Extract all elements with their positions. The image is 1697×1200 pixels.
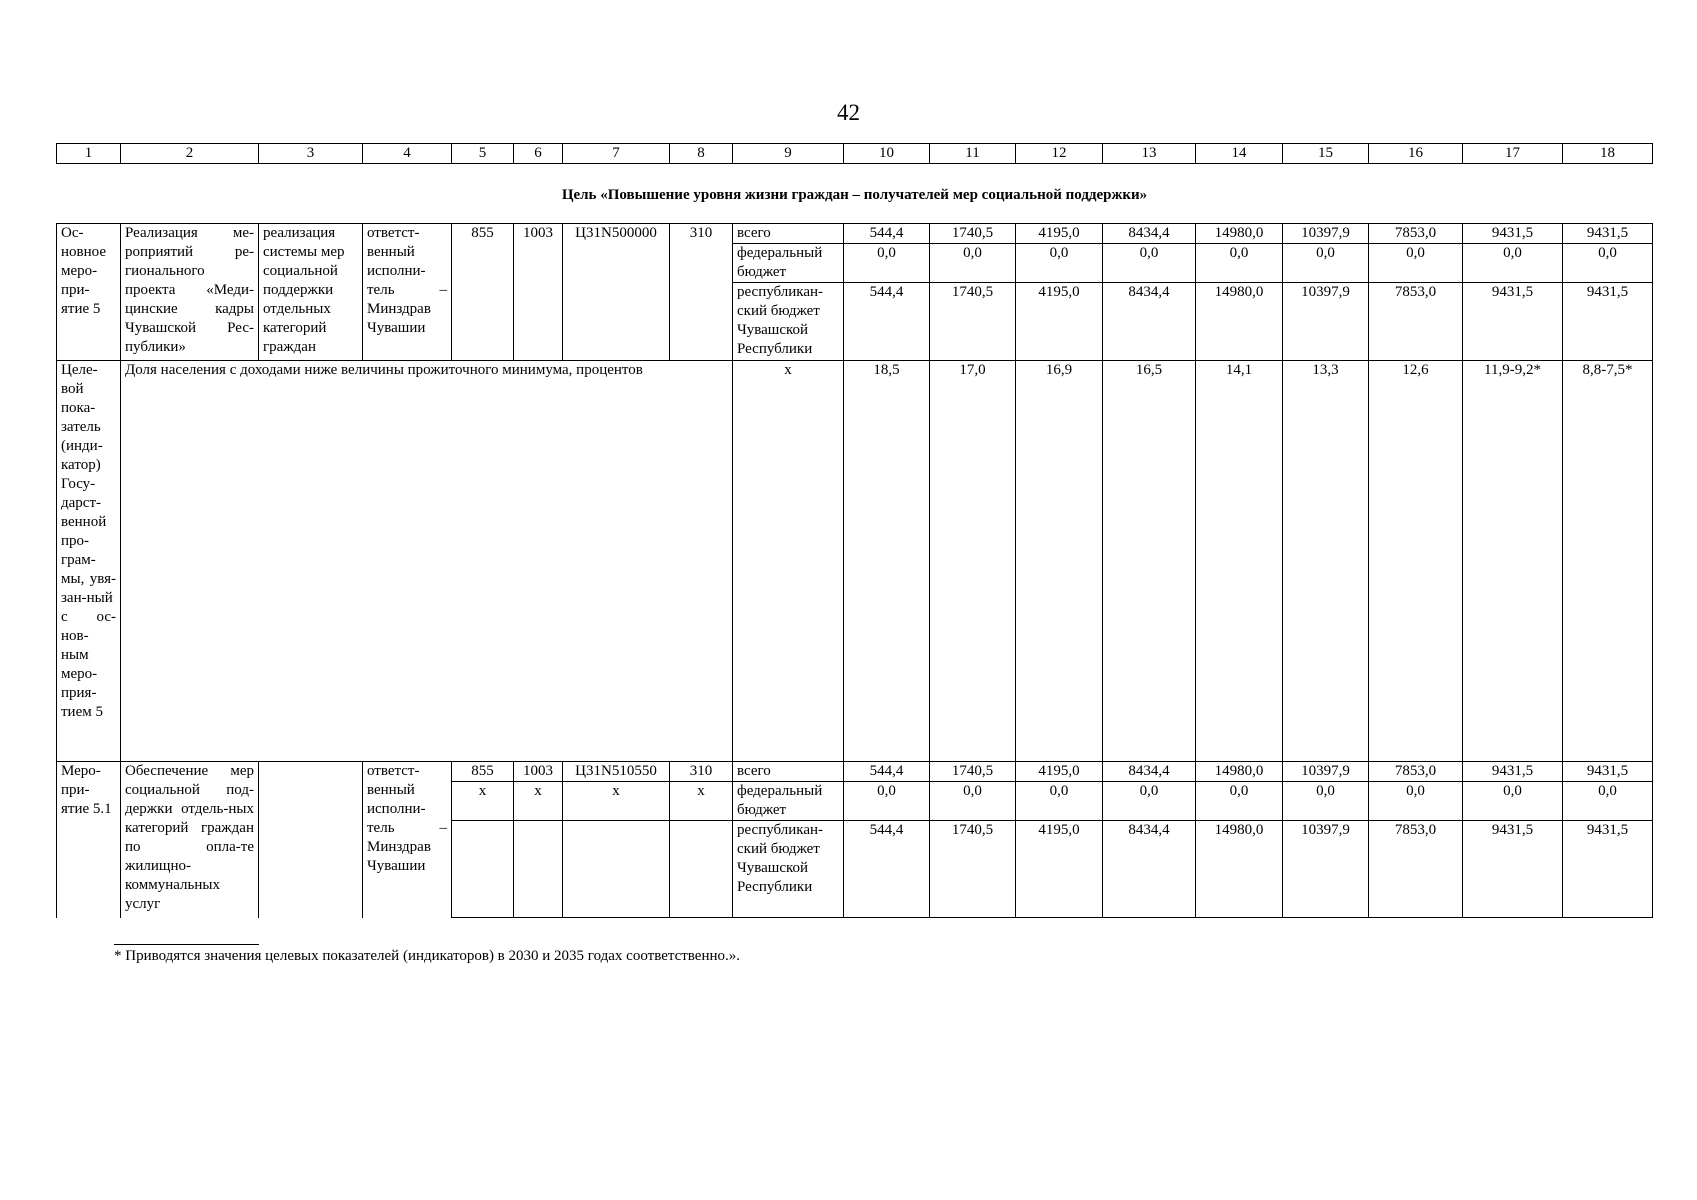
value-cell: 9431,5 — [1563, 762, 1653, 782]
funding-source-cell: федеральный бюджет — [733, 782, 844, 821]
value-cell: 14980,0 — [1196, 762, 1283, 782]
expense-type-cell — [670, 821, 733, 918]
indicator-name-cell: Доля населения с доходами ниже величины прожиточного минимума, процентов — [121, 361, 733, 762]
value-cell: 0,0 — [1369, 782, 1463, 821]
funding-source-cell: республикан-ский бюджет Чувашской Республики — [733, 283, 844, 361]
value-cell: 9431,5 — [1463, 224, 1563, 244]
value-cell: 8434,4 — [1103, 224, 1196, 244]
value-cell: 9431,5 — [1463, 283, 1563, 361]
event-type-cell: Меро-при-ятие 5.1 — [57, 762, 121, 918]
value-cell: 4195,0 — [1016, 283, 1103, 361]
value-cell: 0,0 — [1563, 244, 1653, 283]
indicator-value-cell: 12,6 — [1369, 361, 1463, 762]
header-cell: 7 — [563, 144, 670, 164]
page-number: 42 — [837, 100, 860, 125]
value-cell: 0,0 — [1283, 244, 1369, 283]
value-cell: 10397,9 — [1283, 762, 1369, 782]
value-cell: 4195,0 — [1016, 224, 1103, 244]
header-cell: 12 — [1016, 144, 1103, 164]
header-cell: 18 — [1563, 144, 1653, 164]
funding-source-cell: федеральный бюджет — [733, 244, 844, 283]
value-cell: 544,4 — [844, 283, 930, 361]
indicator-value-cell: 14,1 — [1196, 361, 1283, 762]
value-cell: 0,0 — [1103, 782, 1196, 821]
indicator-value-cell: 18,5 — [844, 361, 930, 762]
goal-row — [57, 164, 1653, 224]
value-cell: 0,0 — [1463, 782, 1563, 821]
value-cell: 0,0 — [930, 782, 1016, 821]
event-type-cell: Ос-новное меро-при-ятие 5 — [57, 224, 121, 361]
expense-type-cell: 310 — [670, 762, 733, 782]
indicator-type-cell: Целе-вой пока-затель (инди-катор) Госу-дарст-венной про-грам-мы, увя-зан-ный с ос-нов-ным меро-прия-тием 5 — [57, 361, 121, 762]
value-cell: 9431,5 — [1463, 762, 1563, 782]
value-cell: 1740,5 — [930, 821, 1016, 918]
event-name-cell: Реализация ме-роприятий ре-гионального проекта «Меди-цинские кадры Чувашской Рес-публики» — [121, 224, 259, 361]
value-cell: 0,0 — [1463, 244, 1563, 283]
target-code-cell: Ц31N500000 — [563, 224, 670, 361]
value-cell: 0,0 — [1016, 244, 1103, 283]
value-cell: 7853,0 — [1369, 283, 1463, 361]
value-cell: 0,0 — [930, 244, 1016, 283]
value-cell: 0,0 — [1103, 244, 1196, 283]
value-cell: 9431,5 — [1563, 821, 1653, 918]
header-cell: 13 — [1103, 144, 1196, 164]
value-cell: 14980,0 — [1196, 224, 1283, 244]
value-cell: 1740,5 — [930, 762, 1016, 782]
value-cell: 0,0 — [1016, 782, 1103, 821]
value-cell: 9431,5 — [1463, 821, 1563, 918]
funding-source-cell: всего — [733, 224, 844, 244]
value-cell: 7853,0 — [1369, 762, 1463, 782]
indicator-value-cell: 11,9-9,2* — [1463, 361, 1563, 762]
value-cell: 9431,5 — [1563, 283, 1653, 361]
event-task-cell — [259, 762, 363, 918]
header-row — [57, 144, 1653, 164]
value-cell: 8434,4 — [1103, 283, 1196, 361]
target-code-cell — [563, 821, 670, 918]
funding-source-cell: всего — [733, 762, 844, 782]
expense-type-cell: 310 — [670, 224, 733, 361]
grbs-code-cell: 855 — [452, 224, 514, 361]
value-cell: 544,4 — [844, 762, 930, 782]
event-task-cell: реализация системы мер социальной поддержки отдельных категорий граждан — [259, 224, 363, 361]
section-code-cell — [514, 821, 563, 918]
value-cell: 0,0 — [1283, 782, 1369, 821]
header-cell: 5 — [452, 144, 514, 164]
goal-title: Цель «Повышение уровня жизни граждан – получателей мер социальной поддержки» — [561, 187, 1148, 203]
indicator-value-cell: 8,8-7,5* — [1563, 361, 1653, 762]
indicator-value-cell: 16,5 — [1103, 361, 1196, 762]
grbs-code-cell: 855 — [452, 762, 514, 782]
header-cell: 17 — [1463, 144, 1563, 164]
header-cell: 11 — [930, 144, 1016, 164]
section-code-cell: 1003 — [514, 762, 563, 782]
header-cell: 1 — [57, 144, 121, 164]
value-cell: 1740,5 — [930, 283, 1016, 361]
section-code-cell: 1003 — [514, 224, 563, 361]
event-executor-cell: ответст-венный исполни-тель – Минздрав Чувашии — [363, 762, 452, 918]
value-cell: 7853,0 — [1369, 821, 1463, 918]
header-cell: 14 — [1196, 144, 1283, 164]
value-cell: 544,4 — [844, 224, 930, 244]
grbs-code-cell: х — [452, 782, 514, 821]
value-cell: 0,0 — [1196, 782, 1283, 821]
value-cell: 544,4 — [844, 821, 930, 918]
indicator-value-cell: 16,9 — [1016, 361, 1103, 762]
header-cell: 15 — [1283, 144, 1369, 164]
value-cell: 7853,0 — [1369, 224, 1463, 244]
table-row — [57, 224, 1653, 244]
header-cell: 10 — [844, 144, 930, 164]
header-cell: 2 — [121, 144, 259, 164]
header-cell: 9 — [733, 144, 844, 164]
table-row — [57, 762, 1653, 782]
indicator-value-cell: 13,3 — [1283, 361, 1369, 762]
indicator-row — [57, 361, 1653, 762]
value-cell: 10397,9 — [1283, 283, 1369, 361]
value-cell: 0,0 — [844, 244, 930, 283]
value-cell: 9431,5 — [1563, 224, 1653, 244]
event-name-cell: Обеспечение мер социальной под-держки отдель-ных категорий граждан по опла-те жилищно-коммунальных услуг — [121, 762, 259, 918]
header-cell: 8 — [670, 144, 733, 164]
target-code-cell: х — [563, 782, 670, 821]
value-cell: 0,0 — [1369, 244, 1463, 283]
value-cell: 14980,0 — [1196, 821, 1283, 918]
value-cell: 10397,9 — [1283, 224, 1369, 244]
target-code-cell: Ц31N510550 — [563, 762, 670, 782]
header-cell: 16 — [1369, 144, 1463, 164]
value-cell: 0,0 — [1196, 244, 1283, 283]
value-cell: 8434,4 — [1103, 762, 1196, 782]
header-cell: 3 — [259, 144, 363, 164]
funding-source-cell: республикан-ский бюджет Чувашской Республики — [733, 821, 844, 918]
header-cell: 4 — [363, 144, 452, 164]
indicator-source-cell: х — [733, 361, 844, 762]
indicator-value-cell: 17,0 — [930, 361, 1016, 762]
value-cell: 0,0 — [1563, 782, 1653, 821]
header-cell: 6 — [514, 144, 563, 164]
value-cell: 8434,4 — [1103, 821, 1196, 918]
program-table — [56, 143, 1653, 918]
value-cell: 10397,9 — [1283, 821, 1369, 918]
event-executor-cell: ответст-венный исполни-тель – Минздрав Чувашии — [363, 224, 452, 361]
footnote-divider — [114, 944, 259, 945]
grbs-code-cell — [452, 821, 514, 918]
value-cell: 4195,0 — [1016, 762, 1103, 782]
section-code-cell: х — [514, 782, 563, 821]
value-cell: 4195,0 — [1016, 821, 1103, 918]
value-cell: 14980,0 — [1196, 283, 1283, 361]
expense-type-cell: х — [670, 782, 733, 821]
footnote: * Приводятся значения целевых показателей (индикаторов) в 2030 и 2035 годах соответственно.». — [114, 948, 741, 964]
value-cell: 1740,5 — [930, 224, 1016, 244]
value-cell: 0,0 — [844, 782, 930, 821]
